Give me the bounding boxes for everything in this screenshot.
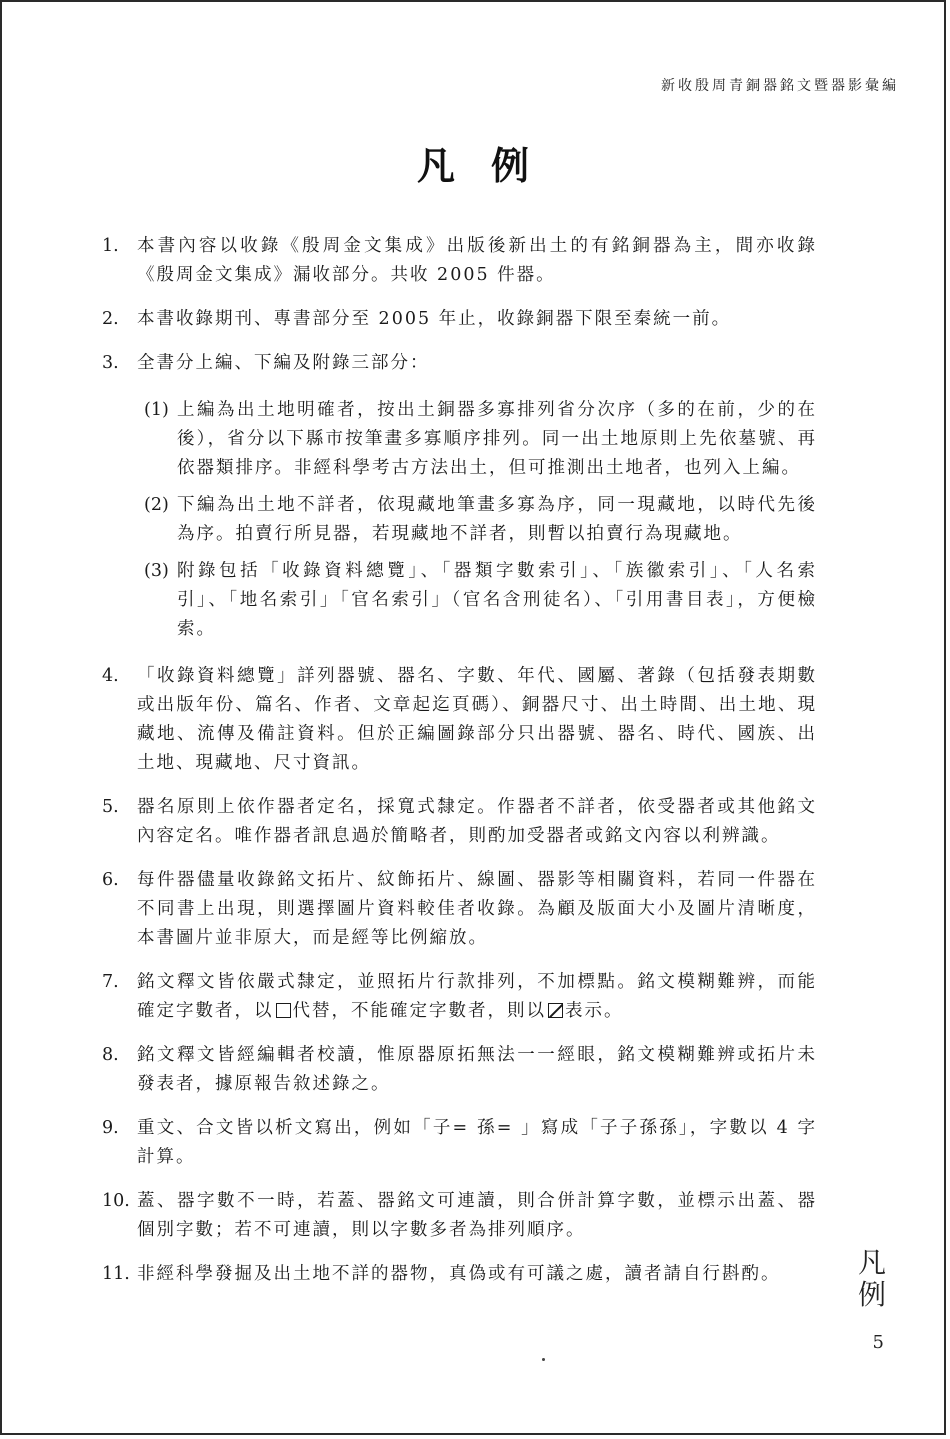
rules-list bbox=[102, 232, 817, 1289]
list-item: 5. 器名原則上依作器者定名，採寬式隸定。作器者不詳者，依受器者或其他銘文內容定名。唯作器者訊息過於簡略者，則酌加受器者或銘文內容以利辨識。 bbox=[102, 797, 817, 846]
list-item: 6. 每件器儘量收錄銘文拓片、紋飾拓片、線圖、器影等相關資料，若同一件器在不同書上出現，則選擇圖片資料較佳者收錄。為顧及版面大小及圖片清晰度，本書圖片並非原大，而是經等比例縮放。 bbox=[102, 870, 817, 948]
list-item: 3. 全書分上編、下編及附錄三部分： bbox=[102, 353, 430, 373]
page-number: 5 bbox=[872, 1332, 884, 1353]
section-side-tab: 凡例 bbox=[857, 1246, 886, 1311]
list-item: 10. 蓋、器字數不一時，若蓋、器銘文可連讀，則合併計算字數，並標示出蓋、器個別字數；若不可連讀，則以字數多者為排列順序。 bbox=[102, 1191, 817, 1240]
list-item: 11. 非經科學發掘及出土地不詳的器物，真偽或有可議之處，讀者請自行斟酌。 bbox=[102, 1264, 781, 1284]
list-item: 7. 銘文釋文皆依嚴式隸定，並照拓片行款排列，不加標點。銘文模糊難辨，而能確定字數者，以 代替，不能確定字數者，則以 表示。 bbox=[102, 972, 817, 1021]
list-item: 8. 銘文釋文皆經編輯者校讀，惟原器原拓無法一一經眼，銘文模糊難辨或拓片未發表者，據原報告敘述錄之。 bbox=[102, 1045, 817, 1094]
sub-item: (1) 上編為出土地明確者，按出土銅器多寡排列省分次序（多的在前，少的在後），省分以下縣市按筆畫多寡順序排列。同一出土地原則上先依墓號、再依器類排序。非經科學考古方法出土，但可推測出土地者，也列入上編。 bbox=[144, 400, 817, 478]
list-item: 2. 本書收錄期刊、專書部分至 2005 年止，收錄銅器下限至秦統一前。 bbox=[102, 309, 732, 329]
list-item: 9. 重文、合文皆以析文寫出，例如「子= 孫= 」寫成「子子孫孫」，字數以 4 字計算。 bbox=[102, 1118, 817, 1167]
sub-item: (2) 下編為出土地不詳者，依現藏地筆畫多寡為序，同一現藏地，以時代先後為序。拍賣行所見器，若現藏地不詳者，則暫以拍賣行為現藏地。 bbox=[144, 495, 817, 544]
running-header: 新收殷周青銅器銘文暨器影彙編 bbox=[661, 78, 899, 94]
list-item: 1. 本書內容以收錄《殷周金文集成》出版後新出土的有銘銅器為主，間亦收錄《殷周金文集成》漏收部分。共收 2005 件器。 bbox=[102, 236, 817, 285]
list-item: 4. 「收錄資料總覽」詳列器號、器名、字數、年代、國屬、著錄（包括發表期數或出版年份、篇名、作者、文章起迄頁碼）、銅器尺寸、出土時間、出土地、現藏地、流傳及備註資料。但於正編圖錄部分只出器號、器名、時代、國族、出土地、現藏地、尺寸資訊。 bbox=[102, 666, 817, 773]
page-title: 凡例 bbox=[416, 143, 565, 188]
slashed-box-symbol bbox=[548, 1003, 563, 1018]
empty-box-symbol bbox=[276, 1003, 291, 1018]
sub-item: (3) 附錄包括「收錄資料總覽」、「器類字數索引」、「族徽索引」、「人名索引」、「地名索引」「官名索引」（官名含刑徒名）、「引用書目表」，方便檢索。 bbox=[144, 561, 817, 639]
scan-speck bbox=[542, 1358, 545, 1361]
